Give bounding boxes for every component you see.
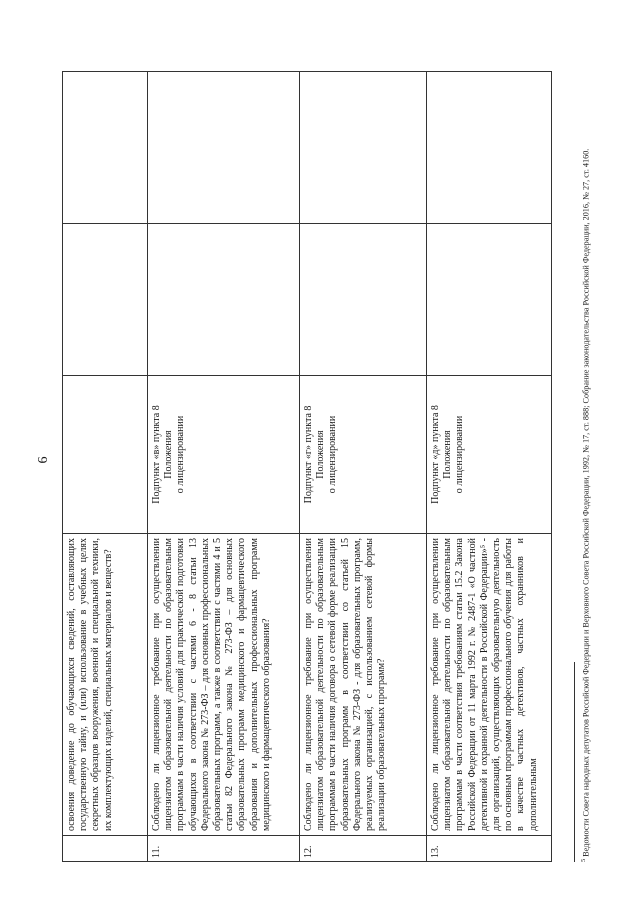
answer-cell xyxy=(63,224,148,376)
reference-line: Положения xyxy=(163,430,175,479)
reference-line: Положения xyxy=(442,430,454,479)
reference-line: Подпункт «в» пункта 8 xyxy=(151,405,162,504)
note-cell xyxy=(300,72,427,224)
question-text: Соблюдено ли лицензионное требование при осуществлении лицензиатом образовательной деятельности по образовательным программам в части соответствия требованиям статьи 15.2 Закона Российской Федерации от 11 марта 1992 г. № 2487-1 «О частной детективной и охранной деятельности в Российской Федерации»⁵ - для организаций, осуществляющих образовательную деятельность по основным программам профессионального обучения для работы в качестве частных детективов, частных охранников и дополнительным xyxy=(427,534,552,836)
reference-line: о лицензировании xyxy=(454,415,466,494)
page-number: 6 xyxy=(36,456,51,464)
reference-line: о лицензировании xyxy=(175,415,187,494)
row-number: 12. xyxy=(300,836,427,862)
reference-line: Подпункт «д» пункта 8 xyxy=(430,405,441,504)
answer-cell xyxy=(148,224,300,376)
footnote-divider xyxy=(574,662,575,862)
footnote-mark: 5 xyxy=(580,858,587,862)
reference-cell xyxy=(427,376,552,534)
table-row xyxy=(63,72,148,862)
reference-line: Положения xyxy=(315,430,327,479)
footnote xyxy=(580,72,592,862)
row-number: 11. xyxy=(148,836,300,862)
row-number xyxy=(63,836,148,862)
table-row xyxy=(300,72,427,862)
reference-line: Подпункт «г» пункта 8 xyxy=(303,405,314,504)
answer-cell xyxy=(427,224,552,376)
question-text: освоения доведение до обучающихся сведений, составляющих государственную тайну, и (или) использование в учебных целях секретных образцов вооружения, военной и специальной техники, их комплектующих изделий, специальных материалов и веществ? xyxy=(63,534,148,836)
note-cell xyxy=(148,72,300,224)
table-row xyxy=(148,72,300,862)
question-text: Соблюдено ли лицензионное требование при осуществлении лицензиатом образовательной деятельности по образовательным программам в части наличия условий для практической подготовки обучающихся в соответствии с частями 6 - 8 статьи 13 Федерального закона № 273-ФЗ – для основных профессиональных образовательных программ, а также в соответствии с частями 4 и 5 статьи 82 Федерального закона № 273-ФЗ – для основных образовательных программ медицинского и фармацевтического образования и дополнительных профессиональных программ медицинского и фармацевтического образования? xyxy=(148,534,300,836)
table-row xyxy=(427,72,552,862)
reference-cell xyxy=(63,376,148,534)
reference-cell xyxy=(148,376,300,534)
answer-cell xyxy=(300,224,427,376)
footnote-text: Ведомости Совета народных депутатов Российской Федерации и Верховного Совета Российской Федерации, 1992, № 17, ст. 888; Собрание законодательства Российской Федерации, 2016, № 27, ст. 4160. xyxy=(581,148,591,857)
note-cell xyxy=(427,72,552,224)
reference-cell xyxy=(300,376,427,534)
note-cell xyxy=(63,72,148,224)
reference-line: о лицензировании xyxy=(327,415,339,494)
row-number: 13. xyxy=(427,836,552,862)
checklist-table xyxy=(62,71,552,862)
question-text: Соблюдено ли лицензионное требование при осуществлении лицензиатом образовательной деятельности по образовательным программам в части наличия договора о сетевой форме реализации образовательных программ в соответствии со статьей 15 Федерального закона № 273-ФЗ - для образовательных программ, реализуемых организацией, с использованием сетевой формы реализации образовательных программ? xyxy=(300,534,427,836)
